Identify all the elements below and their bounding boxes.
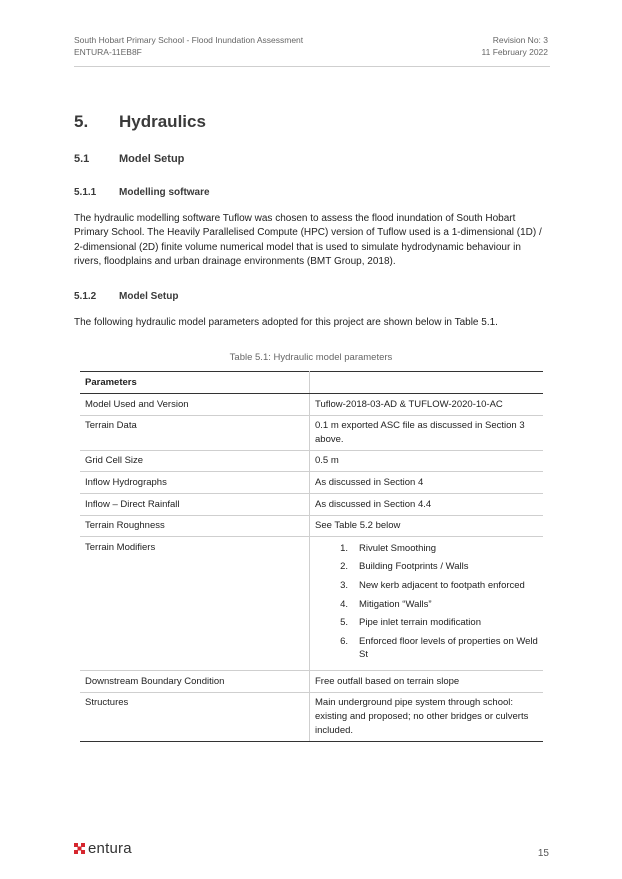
list-text: Pipe inlet terrain modification	[359, 617, 481, 629]
list-item	[315, 560, 538, 574]
page-number: 15	[537, 848, 549, 859]
table-cell-value: Tuflow-2018-03-AD & TUFLOW-2020-10-AC	[310, 394, 544, 416]
page-footer	[74, 837, 548, 859]
table-header-cell: Parameters	[80, 372, 310, 394]
list-item	[315, 598, 538, 612]
section-title: Hydraulics	[119, 112, 206, 131]
table-cell-parameter: Structures	[80, 692, 310, 741]
list-text: Mitigation “Walls”	[359, 598, 432, 610]
header-divider	[74, 66, 550, 67]
subsection-heading	[74, 153, 548, 165]
doc-reference: ENTURA-11EB8F	[74, 47, 142, 57]
list-item	[315, 635, 538, 662]
table-cell-value: Free outfall based on terrain slope	[310, 671, 544, 693]
list-number: 2.	[340, 561, 348, 573]
table-cell-parameter: Terrain Roughness	[80, 515, 310, 537]
revision-date: 11 February 2022	[481, 47, 548, 57]
subsubsection-number: 5.1.1	[74, 187, 97, 198]
table-cell-value: 0.1 m exported ASC file as discussed in Section 3 above.	[310, 415, 544, 450]
table-header-cell	[310, 372, 544, 394]
list-number: 3.	[340, 579, 348, 591]
list-text: Enforced floor levels of properties on Weld St	[359, 635, 538, 661]
software-paragraph: The hydraulic modelling software Tuflow was chosen to assess the flood inundation of South Hobart Primary School. The Heavily Parallelised Compute (HPC) version of Tuflow used is a 1-dimensional (1D) / 2-dimensional (2D) finite volume numerical model that is used to simulate hydrodynamic behaviour in rivers, floodplains and urban drainage environments (BMT Group, 2018).	[74, 213, 542, 267]
table-cell-parameter: Terrain Modifiers	[80, 537, 310, 671]
subsubsection-number: 5.1.2	[74, 291, 97, 303]
table-cell-value: Main underground pipe system through school: existing and proposed; no other bridges or culverts included.	[310, 692, 544, 741]
table-cell-parameter: Inflow – Direct Rainfall	[80, 494, 310, 516]
table-caption: Table 5.1: Hydraulic model parameters	[229, 352, 393, 364]
table-row	[80, 537, 543, 671]
page-content	[74, 112, 548, 742]
setup-paragraph: The following hydraulic model parameters adopted for this project are shown below in Table 5.1.	[74, 317, 498, 329]
terrain-modifiers-list	[315, 542, 538, 662]
subsubsection-title: Modelling software	[119, 187, 210, 198]
table-row	[80, 415, 543, 450]
list-number: 4.	[340, 598, 348, 610]
table-cell-value: As discussed in Section 4	[310, 472, 544, 494]
list-text: Rivulet Smoothing	[359, 542, 437, 554]
section-heading	[74, 112, 548, 132]
table-cell-parameter: Downstream Boundary Condition	[80, 671, 310, 693]
table-cell-parameter: Terrain Data	[80, 415, 310, 450]
list-item	[315, 542, 538, 556]
entura-logo	[74, 840, 132, 857]
table-row	[80, 692, 543, 741]
subsection-number: 5.1	[74, 153, 90, 165]
page-header	[74, 34, 548, 58]
logo-text: entura	[88, 839, 132, 857]
table-row	[80, 515, 543, 537]
table-row	[80, 394, 543, 416]
list-number: 6.	[340, 635, 348, 647]
list-number: 1.	[340, 542, 348, 554]
table-cell-value: As discussed in Section 4.4	[310, 494, 544, 516]
table-cell-value: 0.5 m	[310, 450, 544, 472]
revision-number: Revision No: 3	[492, 35, 548, 45]
table-header-row	[80, 372, 543, 394]
list-item	[315, 616, 538, 630]
table-cell-parameter: Model Used and Version	[80, 394, 310, 416]
table-cell-parameter: Inflow Hydrographs	[80, 472, 310, 494]
subsection-title: Model Setup	[119, 153, 185, 165]
subsubsection-heading-setup	[74, 291, 548, 302]
section-number: 5.	[74, 112, 89, 131]
table-row	[80, 450, 543, 472]
table-cell-parameter: Grid Cell Size	[80, 450, 310, 472]
table-cell-value	[310, 537, 544, 671]
subsubsection-title: Model Setup	[119, 291, 179, 303]
doc-title: South Hobart Primary School - Flood Inundation Assessment	[74, 35, 304, 45]
list-number: 5.	[340, 617, 348, 629]
parameters-table	[80, 371, 543, 741]
table-row	[80, 472, 543, 494]
table-row	[80, 494, 543, 516]
list-text: New kerb adjacent to footpath enforced	[359, 579, 525, 591]
table-row	[80, 671, 543, 693]
table-cell-value: See Table 5.2 below	[310, 515, 544, 537]
entura-logo-icon	[74, 843, 85, 854]
list-item	[315, 579, 538, 593]
list-text: Building Footprints / Walls	[359, 561, 469, 573]
subsubsection-heading-software	[74, 187, 548, 198]
